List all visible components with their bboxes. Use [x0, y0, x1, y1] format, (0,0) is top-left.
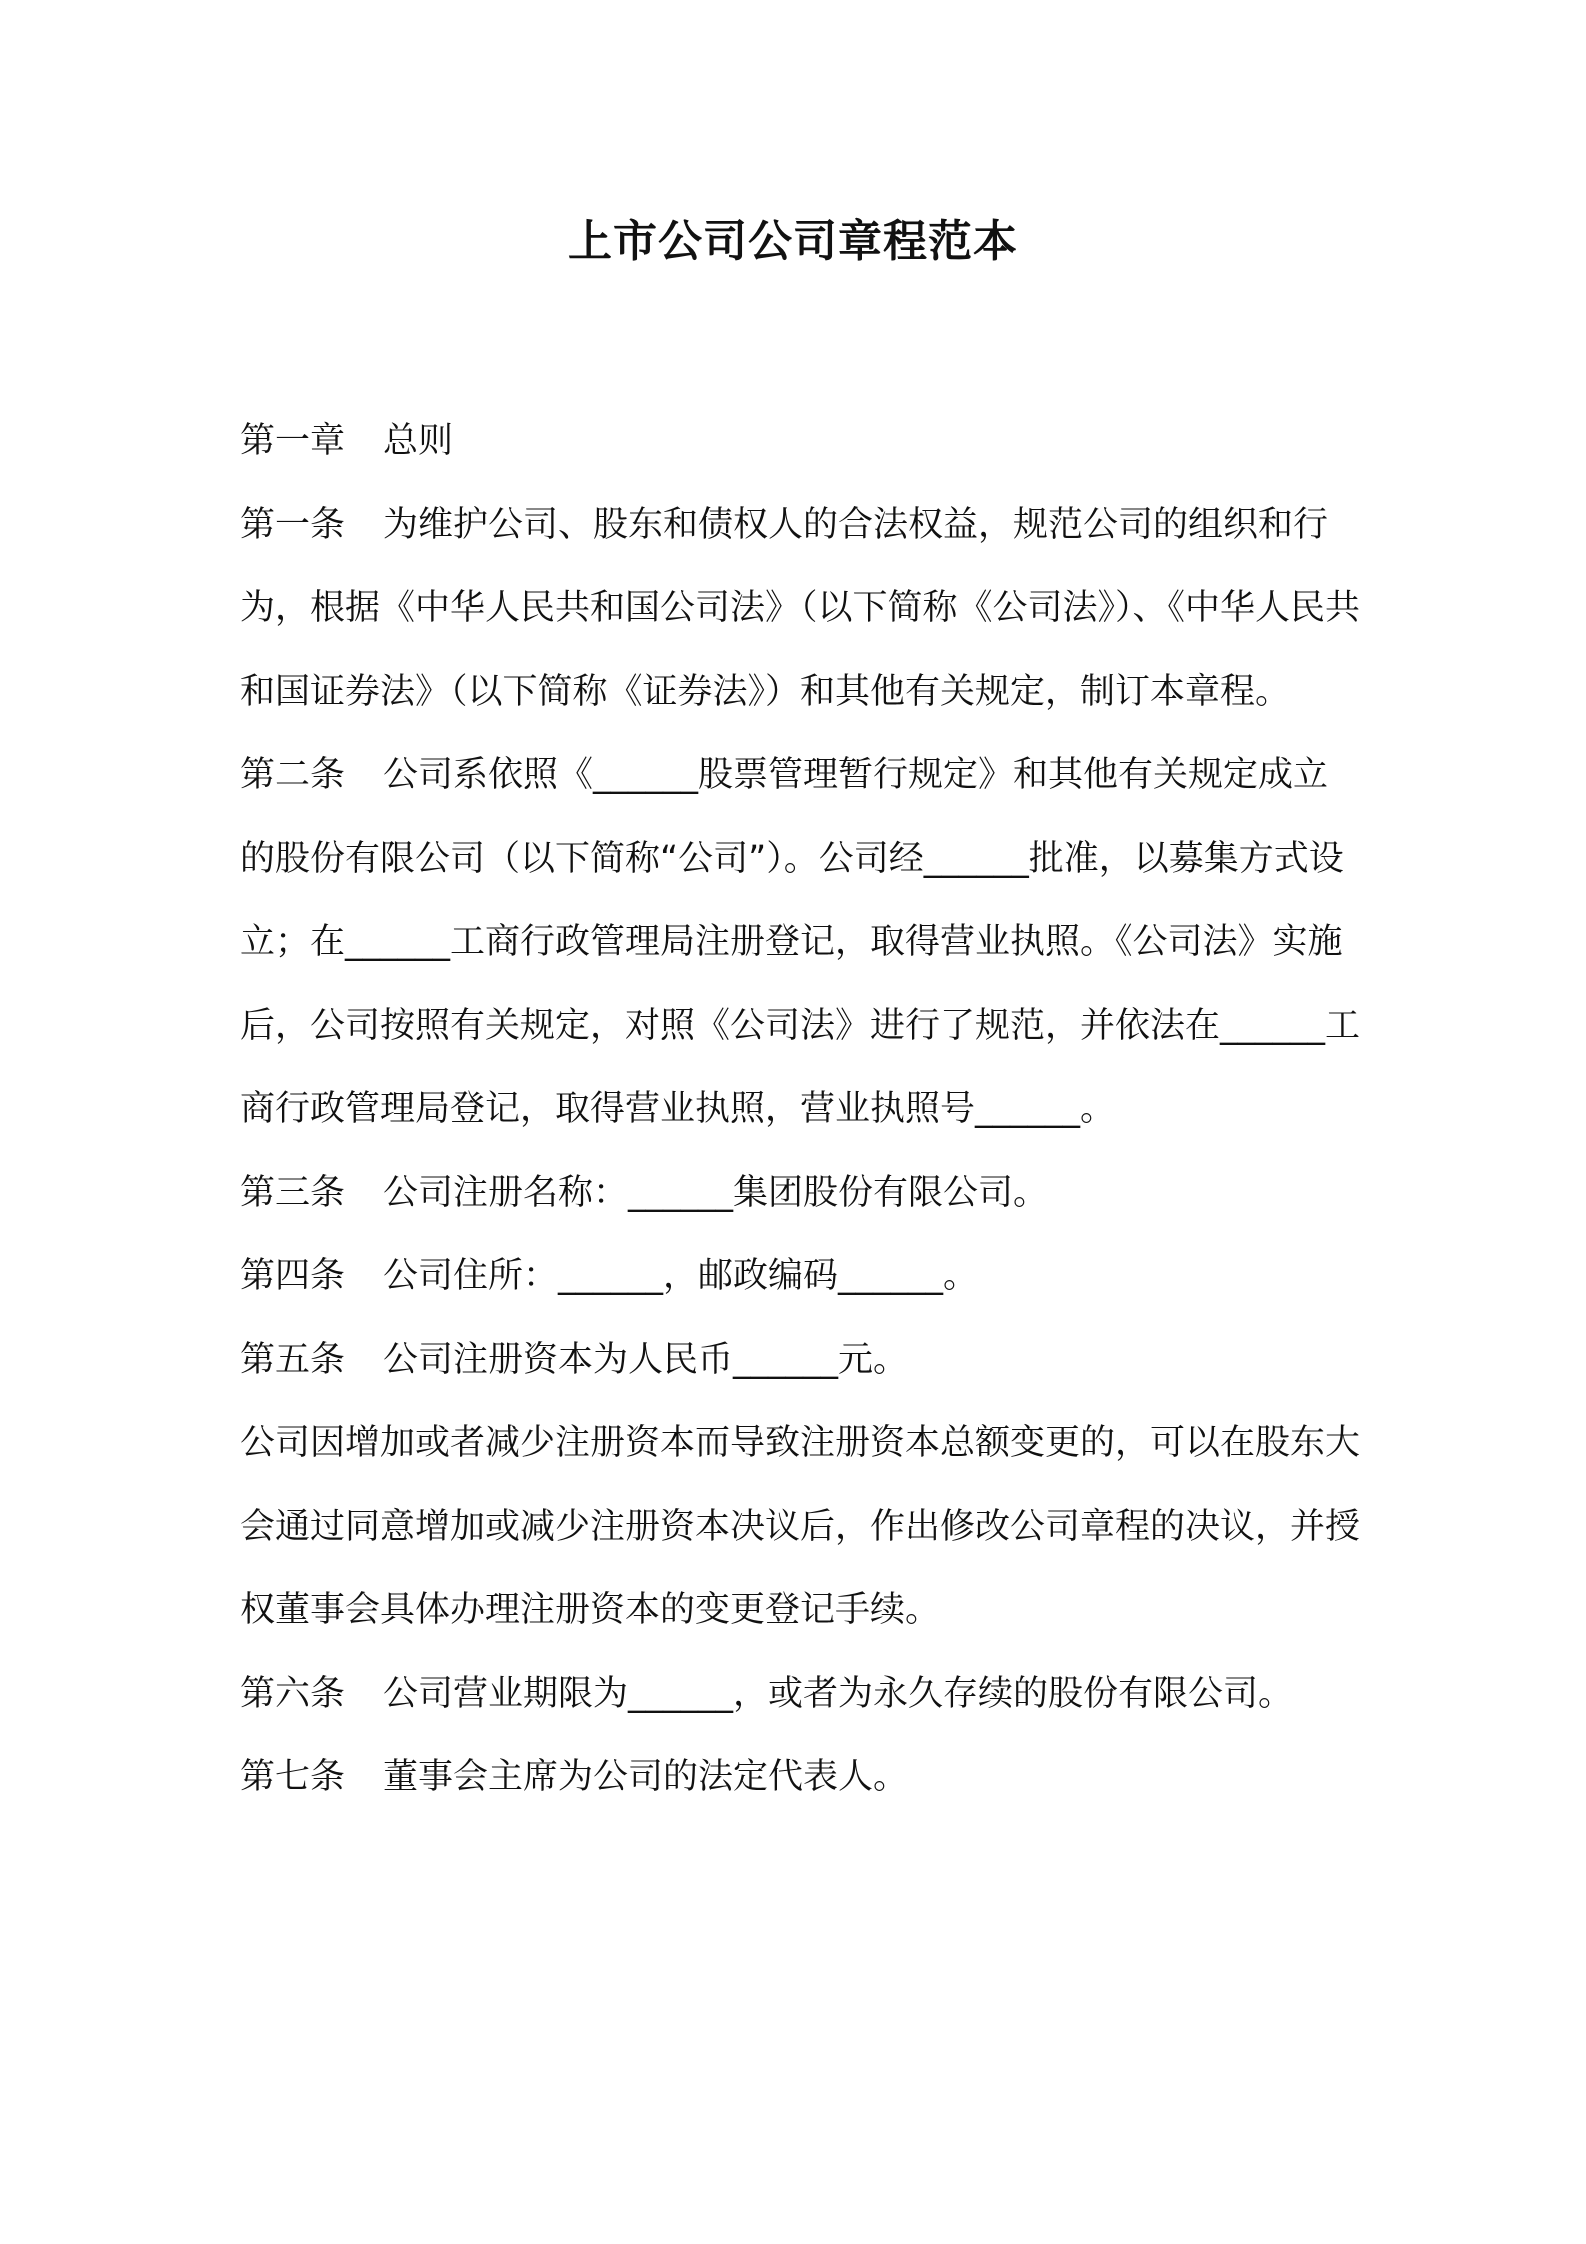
article-5-continuation	[240, 1402, 1360, 1653]
article-7	[240, 1736, 1360, 1820]
article-label: 第一条	[240, 504, 346, 545]
article-label: 第五条	[240, 1339, 346, 1380]
article-text: 公司注册资本为人民币______元。	[383, 1339, 909, 1380]
article-6	[240, 1653, 1360, 1737]
article-label: 第四条	[240, 1256, 346, 1296]
document-body	[240, 400, 1360, 1820]
document-title: 上市公司公司章程范本	[568, 216, 1018, 267]
chapter-label: 第一章	[240, 421, 346, 461]
paragraph-text: 公司因增加或者减少注册资本而导致注册资本总额变更的，可以在股东大会通过同意增加或减少注册资本决议后，作出修改公司章程的决议，并授权董事会具体办理注册资本的变更登记手续。	[240, 1423, 1361, 1630]
article-text: 公司营业期限为______，或者为永久存续的股份有限公司。	[383, 1673, 1294, 1714]
chapter-title: 总则	[383, 421, 454, 461]
article-label: 第三条	[240, 1172, 346, 1213]
article-text: 董事会主席为公司的法定代表人。	[383, 1757, 909, 1797]
article-text: 为维护公司、股东和债权人的合法权益，规范公司的组织和行为，根据《中华人民共和国公司法》（以下简称《公司法》）、《中华人民共和国证券法》（以下简称《证券法》）和其他有关规定，制订本章程。	[240, 504, 1361, 712]
article-4	[240, 1235, 1360, 1319]
article-label: 第二条	[240, 755, 346, 795]
chapter-heading	[240, 400, 1360, 484]
article-label: 第七条	[240, 1757, 346, 1797]
article-2	[240, 734, 1360, 1152]
article-1	[240, 484, 1360, 735]
article-text: 公司注册名称：______集团股份有限公司。	[383, 1172, 1049, 1213]
article-label: 第六条	[240, 1673, 346, 1714]
article-3	[240, 1152, 1360, 1236]
article-text: 公司系依照《______股票管理暂行规定》和其他有关规定成立的股份有限公司（以下简称“公司”）。公司经______批准，以募集方式设立；在______工商行政管理局注册登记，取得营业执照。《公司法》实施后，公司按照有关规定，对照《公司法》进行了规范，并依法在______工商行政管理局登记，取得营业执照，营业执照号______。	[240, 755, 1361, 1129]
article-text: 公司住所：______，邮政编码______。	[383, 1256, 979, 1296]
article-5	[240, 1319, 1360, 1403]
